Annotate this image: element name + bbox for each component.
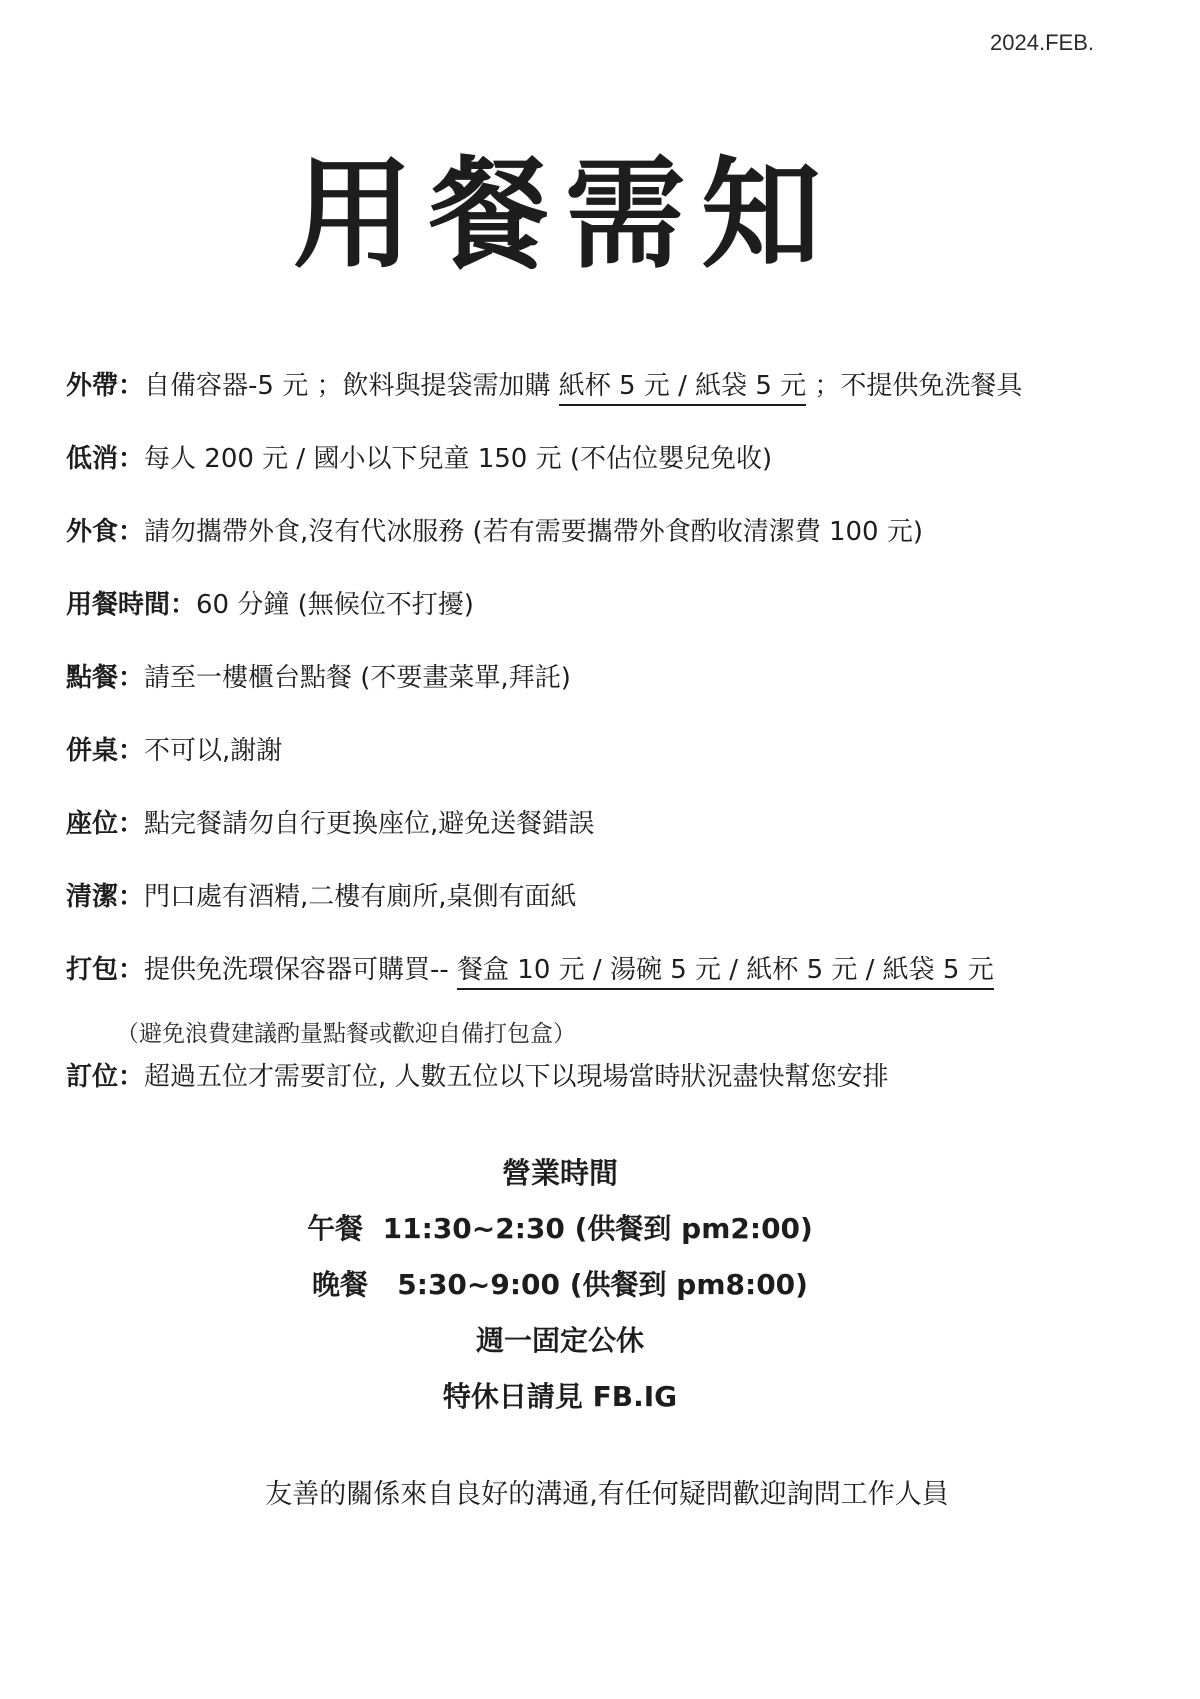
rule-reservation [66, 1061, 1144, 1093]
rule-reservation-text: 超過五位才需要訂位, 人數五位以下以現場當時狀況盡快幫您安排 [144, 1062, 889, 1092]
rule-takeout-underlined-price: 紙杯 5 元 / 紙袋 5 元 [559, 371, 806, 406]
rule-takeout-post: ；不提供免洗餐具 [806, 371, 1023, 401]
rule-packing-label: 打包： [66, 955, 145, 985]
rule-dining-time-text: 60 分鐘 (無候位不打擾) [196, 590, 474, 620]
rule-dining-time-label: 用餐時間： [66, 590, 197, 620]
rule-ordering [66, 662, 1144, 694]
rule-packing-underlined-prices: 餐盒 10 元 / 湯碗 5 元 / 紙杯 5 元 / 紙袋 5 元 [457, 955, 994, 990]
rule-reservation-label: 訂位： [66, 1062, 145, 1092]
rule-minimum-charge-label: 低消： [66, 444, 145, 474]
lunch-hours: 午餐 11:30~2:30 (供餐到 pm2:00) [307, 1212, 813, 1245]
rules-list [66, 370, 1144, 1093]
business-hours-heading: 營業時間 [501, 1156, 618, 1190]
rule-cleanliness-label: 清潔： [66, 882, 145, 912]
rule-cleanliness-text: 門口處有酒精,二樓有廁所,桌側有面紙 [144, 882, 577, 912]
rule-packing-note: （避免浪費建議酌量點餐或歡迎自備打包盒） [116, 1021, 576, 1047]
rule-packing-text: 提供免洗環保容器可購買-- [144, 955, 458, 985]
rule-outside-food-text: 請勿攜帶外食,沒有代冰服務 (若有需要攜帶外食酌收清潔費 100 元) [144, 517, 923, 547]
dinner-hours: 晚餐 5:30~9:00 (供餐到 pm8:00) [312, 1268, 808, 1301]
footer-message: 友善的關係來自良好的溝通,有任何疑問歡迎詢問工作人員 [265, 1479, 949, 1510]
rule-takeout-text: 自備容器-5 元 ；飲料與提袋需加購 [144, 371, 559, 401]
rule-takeout [66, 370, 1144, 402]
date-label: 2024.FEB. [990, 30, 1094, 55]
rule-minimum-charge-text: 每人 200 元 / 國小以下兒童 150 元 (不佔位嬰兒免收) [144, 444, 773, 474]
special-closure-note: 特休日請見 FB.IG [442, 1380, 678, 1413]
rule-packing [66, 954, 1144, 986]
rule-ordering-label: 點餐： [66, 663, 145, 693]
rule-dining-time [66, 589, 1144, 621]
rule-ordering-text: 請至一樓櫃台點餐 (不要畫菜單,拜託) [144, 663, 571, 693]
rule-outside-food [66, 516, 1144, 548]
rule-seating [66, 808, 1144, 840]
rule-table-sharing-text: 不可以,謝謝 [144, 736, 283, 766]
page-title: 用餐需知 [293, 146, 837, 285]
rule-outside-food-label: 外食： [66, 517, 145, 547]
rule-seating-label: 座位： [66, 809, 145, 839]
rule-cleanliness [66, 881, 1144, 913]
rule-table-sharing [66, 735, 1144, 767]
rule-seating-text: 點完餐請勿自行更換座位,避免送餐錯誤 [144, 809, 595, 839]
business-hours-section [0, 1156, 1120, 1436]
weekly-closure: 週一固定公休 [475, 1324, 644, 1357]
rule-table-sharing-label: 併桌： [66, 736, 145, 766]
rule-minimum-charge [66, 443, 1144, 475]
rule-takeout-label: 外帶： [66, 371, 145, 401]
